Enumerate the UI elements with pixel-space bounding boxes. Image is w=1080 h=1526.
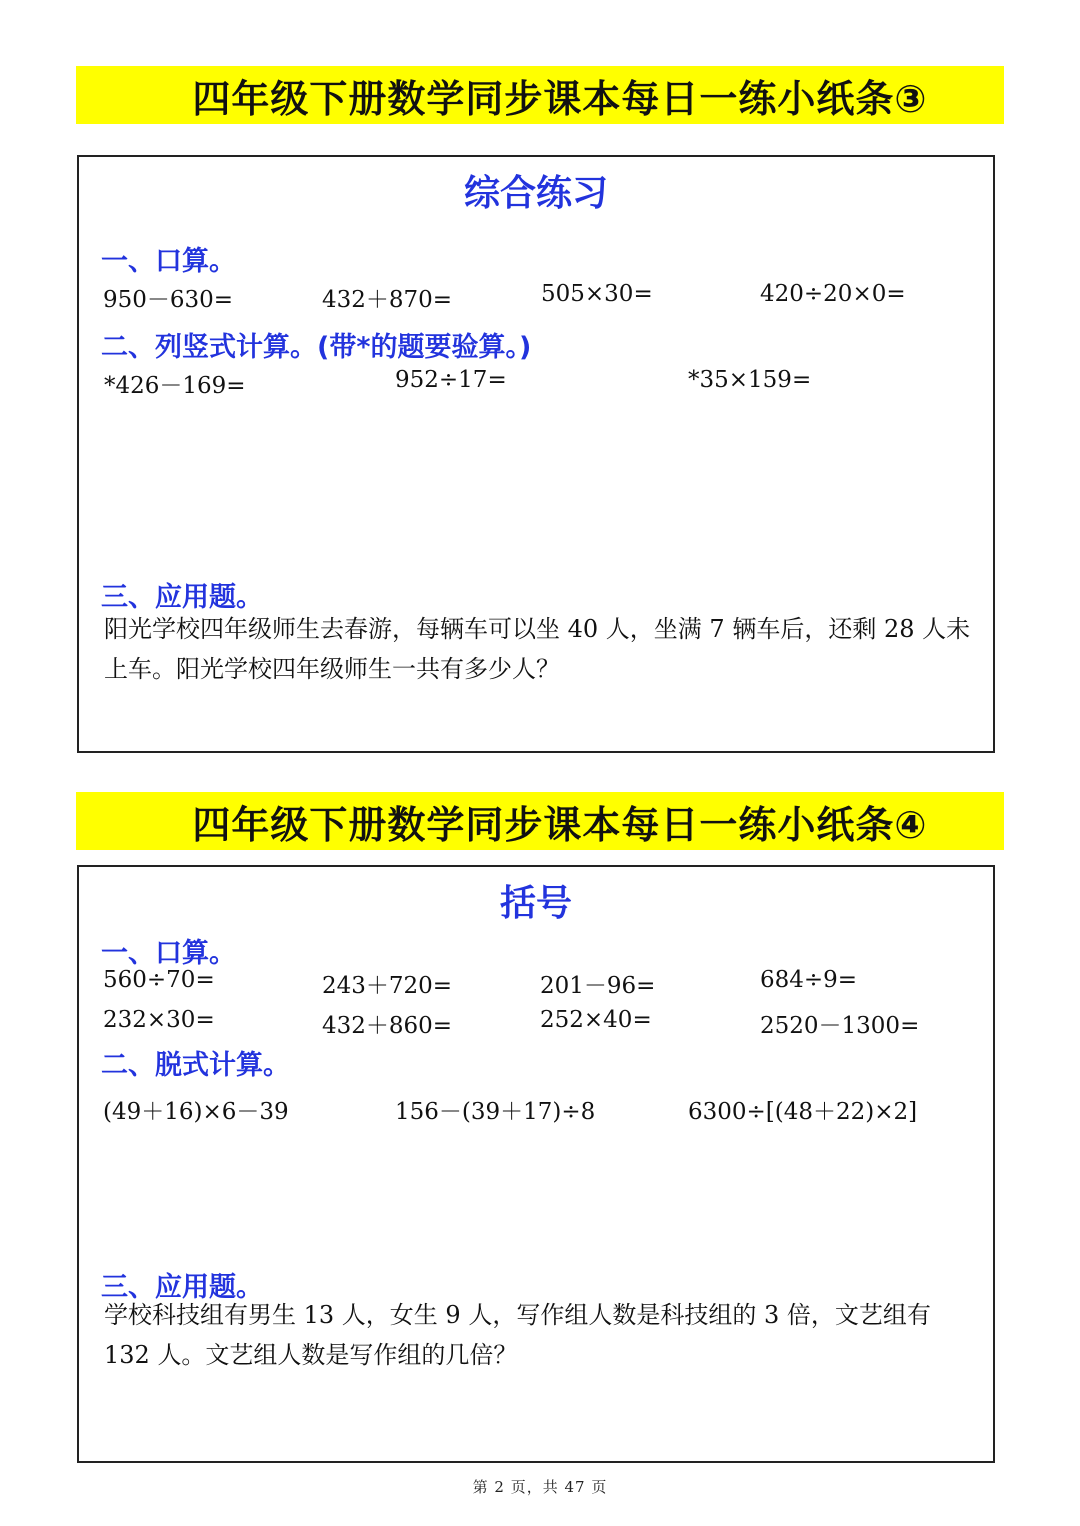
worksheet-3-vertical-item: *35×159= [688,367,812,393]
worksheet-4-oral-item: 243＋720= [322,973,453,999]
worksheet-3-banner-title: 四年级下册数学同步课本每日一练小纸条③ [192,76,928,121]
worksheet-4-section-2-heading: 二、脱式计算。 [101,1050,290,1081]
worksheet-4-oral-item: 252×40= [540,1007,652,1033]
page-footer: 第 2 页，共 47 页 [472,1478,608,1496]
worksheet-4-card [77,865,995,1463]
worksheet-4-stepwise-item: (49＋16)×6－39 [103,1099,289,1125]
worksheet-3-oral-item: 420÷20×0= [760,281,906,307]
worksheet-3-vertical-item: 952÷17= [395,367,507,393]
worksheet-4-stepwise-item: 6300÷[(48＋22)×2] [688,1099,918,1125]
worksheet-4-section-3-heading: 三、应用题。 [101,1272,263,1303]
worksheet-4-banner-title: 四年级下册数学同步课本每日一练小纸条④ [192,802,928,847]
worksheet-4-section-1-heading: 一、口算。 [101,938,236,969]
worksheet-4-banner [76,792,1004,850]
worksheet-3-banner [76,66,1004,124]
worksheet-3-card [77,155,995,753]
worksheet-4-word-problem: 学校科技组有男生 13 人，女生 9 人，写作组人数是科技组的 3 倍，文艺组有 132 人。文艺组人数是写作组的几倍？ [104,1301,931,1369]
worksheet-3-oral-item: 505×30= [541,281,653,307]
worksheet-3-section-3-heading: 三、应用题。 [101,582,263,613]
worksheet-4-oral-item: 232×30= [103,1007,215,1033]
worksheet-3-word-problem: 阳光学校四年级师生去春游，每辆车可以坐 40 人，坐满 7 辆车后，还剩 28 人未上车。阳光学校四年级师生一共有多少人？ [104,615,971,683]
worksheet-3-section-2-heading: 二、列竖式计算。(带*的题要验算。) [101,332,532,363]
worksheet-4-oral-item: 2520－1300= [760,1013,920,1039]
worksheet-4-oral-item: 201－96= [540,973,656,999]
worksheet-3-oral-item: 950－630= [103,287,234,313]
worksheet-3-card-title: 综合练习 [463,173,608,214]
worksheet-4-stepwise-item: 156－(39＋17)÷8 [395,1099,596,1125]
worksheet-4-oral-item: 560÷70= [103,967,215,993]
worksheet-3-vertical-item: *426－169= [104,373,246,399]
worksheet-4-oral-item: 432＋860= [322,1013,453,1039]
worksheet-4-card-title: 括号 [499,883,572,924]
worksheet-3-oral-item: 432＋870= [322,287,453,313]
worksheet-4-oral-item: 684÷9= [760,967,858,993]
worksheet-3-section-1-heading: 一、口算。 [101,246,236,277]
